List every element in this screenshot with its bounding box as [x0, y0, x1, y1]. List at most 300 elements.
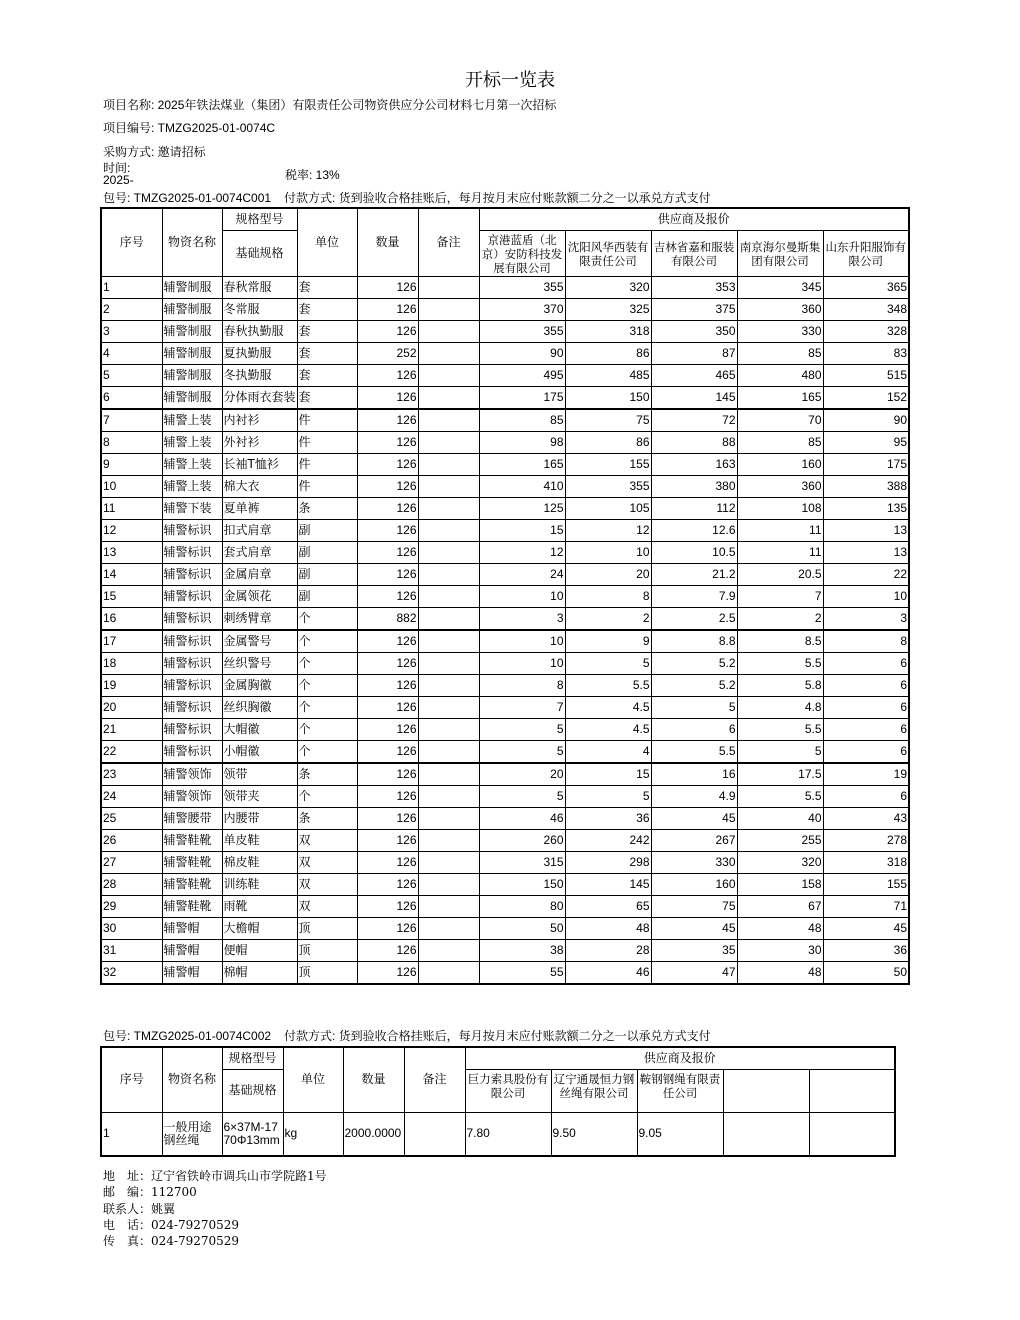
cell-note: [418, 519, 479, 541]
cell-price: 2.5: [651, 607, 737, 630]
cell-name: 辅警标识: [162, 541, 222, 563]
header-spec-top: 规格型号: [222, 208, 297, 230]
cell-price: 72: [651, 409, 737, 432]
cell-price: 15: [479, 519, 565, 541]
cell-spec: 棉皮鞋: [222, 851, 297, 873]
header-spec-bottom: 基础规格: [222, 1069, 283, 1112]
table-row: [101, 1112, 895, 1156]
cell-price: 8: [565, 585, 651, 607]
cell-name: 辅警制服: [162, 320, 222, 342]
cell-price: 10: [479, 630, 565, 653]
package-label: 包号: TMZG2025-01-0074C002: [103, 1029, 272, 1043]
cell-note: [418, 386, 479, 409]
cell-price: 6: [823, 674, 909, 696]
cell-name: 辅警领饰: [162, 785, 222, 807]
cell-price: 21.2: [651, 563, 737, 585]
table-row: [101, 607, 909, 630]
page-title: 开标一览表: [465, 70, 555, 91]
cell-price: 355: [565, 475, 651, 497]
cell-price: 45: [823, 917, 909, 939]
cell-unit: 双: [297, 895, 357, 917]
cell-price: 328: [823, 320, 909, 342]
cell-price: 35: [651, 939, 737, 961]
cell-qty: 126: [357, 276, 418, 298]
cell-price: 4.9: [651, 785, 737, 807]
cell-note: [418, 807, 479, 829]
cell-qty: 126: [357, 630, 418, 653]
table-row: [101, 475, 909, 497]
cell-name: 辅警上装: [162, 453, 222, 475]
cell-seq: 6: [101, 386, 162, 409]
cell-price: 43: [823, 807, 909, 829]
cell-price: 8.8: [651, 630, 737, 653]
header-spec-top: 规格型号: [222, 1047, 283, 1069]
cell-price: 90: [479, 342, 565, 364]
cell-price: 150: [565, 386, 651, 409]
cell-spec: 丝织警号: [222, 652, 297, 674]
supplier-name: 巨力索具股份有限公司: [465, 1069, 551, 1112]
bid-table-1-body: [101, 276, 909, 984]
cell-price: 318: [565, 320, 651, 342]
cell-spec: 金属肩章: [222, 563, 297, 585]
cell-price: 12.6: [651, 519, 737, 541]
cell-price: 155: [823, 873, 909, 895]
cell-name: 辅警标识: [162, 585, 222, 607]
cell-qty: 126: [357, 873, 418, 895]
cell-price: 5.5: [737, 652, 823, 674]
cell-price: 4: [565, 740, 651, 763]
cell-price: 67: [737, 895, 823, 917]
cell-spec: 春秋常服: [222, 276, 297, 298]
cell-qty: 126: [357, 497, 418, 519]
cell-qty: 126: [357, 696, 418, 718]
cell-spec: 雨靴: [222, 895, 297, 917]
cell-price: 10: [565, 541, 651, 563]
cell-price: 5: [737, 740, 823, 763]
cell-price: 38: [479, 939, 565, 961]
cell-name: 辅警标识: [162, 740, 222, 763]
cell-note: [418, 320, 479, 342]
cell-name: 辅警上装: [162, 475, 222, 497]
cell-seq: 10: [101, 475, 162, 497]
cell-note: [418, 829, 479, 851]
header-name: 物资名称: [162, 208, 222, 276]
supplier-name: [723, 1069, 809, 1112]
cell-price: 15: [565, 763, 651, 786]
cell-unit: kg: [283, 1112, 343, 1156]
cell-price: 20: [479, 763, 565, 786]
cell-price: 2: [565, 607, 651, 630]
cell-price: 47: [651, 961, 737, 984]
cell-seq: 31: [101, 939, 162, 961]
cell-price: 105: [565, 497, 651, 519]
cell-seq: 28: [101, 873, 162, 895]
header-name: 物资名称: [162, 1047, 222, 1112]
cell-price: 315: [479, 851, 565, 873]
cell-name: 辅警制服: [162, 364, 222, 386]
cell-spec: 小帽徽: [222, 740, 297, 763]
table-row: [101, 674, 909, 696]
cell-price: 6: [823, 785, 909, 807]
cell-price: 388: [823, 475, 909, 497]
table-row: [101, 763, 909, 786]
cell-price: 36: [823, 939, 909, 961]
cell-price: 98: [479, 431, 565, 453]
cell-price: 125: [479, 497, 565, 519]
cell-qty: 126: [357, 298, 418, 320]
payment-terms: 付款方式: 货到验收合格挂账后，每月按月末应付账款额二分之一以承兑方式支付: [284, 1029, 711, 1043]
cell-price: 80: [479, 895, 565, 917]
cell-price: 152: [823, 386, 909, 409]
cell-qty: 126: [357, 763, 418, 786]
cell-note: [418, 939, 479, 961]
cell-unit: 副: [297, 585, 357, 607]
cell-price: 360: [737, 475, 823, 497]
cell-seq: 7: [101, 409, 162, 432]
cell-seq: 15: [101, 585, 162, 607]
cell-price: 355: [479, 320, 565, 342]
table-row: [101, 718, 909, 740]
cell-seq: 19: [101, 674, 162, 696]
cell-price: 9: [565, 630, 651, 653]
cell-price: 108: [737, 497, 823, 519]
cell-price: 5: [651, 696, 737, 718]
cell-unit: 个: [297, 630, 357, 653]
bid-table-2: [100, 1046, 896, 1157]
cell-seq: 2: [101, 298, 162, 320]
cell-price: 48: [737, 917, 823, 939]
cell-price: 5.2: [651, 652, 737, 674]
cell-note: [418, 718, 479, 740]
cell-note: [418, 895, 479, 917]
cell-price: [723, 1112, 809, 1156]
cell-seq: 30: [101, 917, 162, 939]
cell-price: 90: [823, 409, 909, 432]
cell-price: 380: [651, 475, 737, 497]
cell-price: 48: [737, 961, 823, 984]
cell-spec: 扣式肩章: [222, 519, 297, 541]
cell-price: 8: [823, 630, 909, 653]
table-row: [101, 431, 909, 453]
cell-unit: 个: [297, 652, 357, 674]
cell-qty: 126: [357, 431, 418, 453]
cell-seq: 5: [101, 364, 162, 386]
cell-price: 40: [737, 807, 823, 829]
cell-unit: 副: [297, 541, 357, 563]
cell-price: 360: [737, 298, 823, 320]
package-header-2: [103, 1027, 711, 1044]
cell-note: [404, 1112, 465, 1156]
cell-price: 55: [479, 961, 565, 984]
cell-price: 320: [737, 851, 823, 873]
cell-qty: 126: [357, 851, 418, 873]
cell-price: 165: [737, 386, 823, 409]
cell-price: 5.5: [565, 674, 651, 696]
cell-note: [418, 342, 479, 364]
cell-unit: 件: [297, 431, 357, 453]
cell-unit: 顶: [297, 917, 357, 939]
cell-unit: 个: [297, 696, 357, 718]
cell-price: 65: [565, 895, 651, 917]
cell-price: 86: [565, 342, 651, 364]
cell-unit: 双: [297, 851, 357, 873]
cell-price: 365: [823, 276, 909, 298]
cell-spec: 长袖T恤衫: [222, 453, 297, 475]
cell-spec: 金属胸徽: [222, 674, 297, 696]
cell-qty: 126: [357, 917, 418, 939]
cell-qty: 126: [357, 320, 418, 342]
header-note: 备注: [418, 208, 479, 276]
cell-unit: 个: [297, 674, 357, 696]
cell-price: 83: [823, 342, 909, 364]
cell-price: 7: [479, 696, 565, 718]
cell-note: [418, 961, 479, 984]
cell-note: [418, 917, 479, 939]
cell-qty: 126: [357, 895, 418, 917]
cell-seq: 22: [101, 740, 162, 763]
cell-note: [418, 563, 479, 585]
cell-price: 28: [565, 939, 651, 961]
project-number: 项目编号: TMZG2025-01-0074C: [103, 121, 276, 135]
cell-price: 353: [651, 276, 737, 298]
cell-name: 辅警帽: [162, 917, 222, 939]
table-row: [101, 298, 909, 320]
cell-price: 6: [823, 718, 909, 740]
cell-unit: 个: [297, 785, 357, 807]
cell-price: 11: [737, 541, 823, 563]
cell-note: [418, 541, 479, 563]
cell-unit: 个: [297, 607, 357, 630]
cell-note: [418, 497, 479, 519]
cell-price: 112: [651, 497, 737, 519]
cell-spec: 棉大衣: [222, 475, 297, 497]
footer-phone: 电 话：024-79270529: [103, 1217, 240, 1232]
footer-contact: [103, 1168, 327, 1249]
cell-note: [418, 298, 479, 320]
supplier-name: 南京海尔曼斯集团有限公司: [737, 230, 823, 276]
supplier-name: 沈阳风华西装有限责任公司: [565, 230, 651, 276]
cell-price: 50: [823, 961, 909, 984]
cell-name: 辅警标识: [162, 718, 222, 740]
cell-name: 辅警制服: [162, 386, 222, 409]
cell-price: 485: [565, 364, 651, 386]
cell-price: 135: [823, 497, 909, 519]
cell-name: 辅警标识: [162, 519, 222, 541]
cell-spec: 内衬衫: [222, 409, 297, 432]
supplier-name: 京港蓝盾（北京）安防科技发展有限公司: [479, 230, 565, 276]
cell-seq: 25: [101, 807, 162, 829]
cell-unit: 双: [297, 829, 357, 851]
cell-note: [418, 696, 479, 718]
cell-price: 7.80: [465, 1112, 551, 1156]
cell-qty: 126: [357, 519, 418, 541]
cell-price: 19: [823, 763, 909, 786]
cell-name: 辅警制服: [162, 342, 222, 364]
cell-note: [418, 409, 479, 432]
cell-price: 350: [651, 320, 737, 342]
cell-price: 7: [737, 585, 823, 607]
cell-name: 辅警下装: [162, 497, 222, 519]
cell-price: 160: [651, 873, 737, 895]
payment-terms: 付款方式: 货到验收合格挂账后，每月按月末应付账款额二分之一以承兑方式支付: [284, 191, 711, 205]
cell-qty: 126: [357, 939, 418, 961]
cell-name: 辅警鞋靴: [162, 851, 222, 873]
cell-name: 辅警领饰: [162, 763, 222, 786]
cell-note: [418, 674, 479, 696]
cell-price: 85: [737, 431, 823, 453]
cell-qty: 2000.0000: [343, 1112, 404, 1156]
cell-unit: 顶: [297, 961, 357, 984]
cell-qty: 252: [357, 342, 418, 364]
cell-spec: 大帽徽: [222, 718, 297, 740]
cell-price: 70: [737, 409, 823, 432]
supplier-name: 吉林省嘉和服装有限公司: [651, 230, 737, 276]
cell-price: 6: [823, 696, 909, 718]
cell-seq: 11: [101, 497, 162, 519]
cell-qty: 126: [357, 475, 418, 497]
tax-rate: 税率: 13%: [285, 168, 340, 182]
supplier-name: 山东升阳服饰有限公司: [823, 230, 909, 276]
cell-unit: 套: [297, 386, 357, 409]
cell-price: 36: [565, 807, 651, 829]
header-seq: 序号: [101, 208, 162, 276]
cell-unit: 件: [297, 453, 357, 475]
cell-spec: 领带夹: [222, 785, 297, 807]
cell-note: [418, 475, 479, 497]
cell-name: 辅警上装: [162, 409, 222, 432]
cell-spec: 分体雨衣套装: [222, 386, 297, 409]
cell-spec: 内腰带: [222, 807, 297, 829]
cell-price: 410: [479, 475, 565, 497]
cell-price: [809, 1112, 895, 1156]
cell-price: 95: [823, 431, 909, 453]
cell-price: 318: [823, 851, 909, 873]
cell-price: 85: [737, 342, 823, 364]
cell-price: 158: [737, 873, 823, 895]
header-qty: 数量: [357, 208, 418, 276]
cell-note: [418, 740, 479, 763]
cell-qty: 126: [357, 961, 418, 984]
cell-price: 87: [651, 342, 737, 364]
cell-qty: 126: [357, 541, 418, 563]
cell-seq: 29: [101, 895, 162, 917]
cell-spec: 便帽: [222, 939, 297, 961]
cell-unit: 副: [297, 519, 357, 541]
bid-table-1: [100, 207, 910, 985]
cell-unit: 条: [297, 807, 357, 829]
cell-unit: 套: [297, 320, 357, 342]
cell-note: [418, 785, 479, 807]
cell-spec: 单皮鞋: [222, 829, 297, 851]
cell-unit: 顶: [297, 939, 357, 961]
cell-price: 10.5: [651, 541, 737, 563]
table-row: [101, 829, 909, 851]
package-header-1: [103, 189, 711, 206]
cell-price: 5: [565, 652, 651, 674]
cell-spec: 冬常服: [222, 298, 297, 320]
table-row: [101, 585, 909, 607]
cell-price: 7.9: [651, 585, 737, 607]
cell-price: 10: [479, 585, 565, 607]
table-row: [101, 276, 909, 298]
project-name: 项目名称: 2025年铁法煤业（集团）有限责任公司物资供应分公司材料七月第一次招标: [103, 98, 557, 112]
cell-price: 46: [565, 961, 651, 984]
cell-price: 3: [479, 607, 565, 630]
cell-price: 75: [565, 409, 651, 432]
table-row: [101, 873, 909, 895]
table-row: [101, 364, 909, 386]
cell-seq: 8: [101, 431, 162, 453]
cell-seq: 32: [101, 961, 162, 984]
cell-name: 辅警标识: [162, 674, 222, 696]
cell-name: 辅警上装: [162, 431, 222, 453]
cell-price: 175: [823, 453, 909, 475]
cell-price: 150: [479, 873, 565, 895]
table-row: [101, 386, 909, 409]
header-seq: 序号: [101, 1047, 162, 1112]
cell-price: 5.8: [737, 674, 823, 696]
cell-price: 6: [823, 652, 909, 674]
cell-name: 辅警标识: [162, 696, 222, 718]
footer-postcode: 邮 编：112700: [103, 1185, 197, 1200]
cell-spec: 夏单裤: [222, 497, 297, 519]
table-row: [101, 895, 909, 917]
cell-price: 13: [823, 541, 909, 563]
table-row: [101, 696, 909, 718]
cell-seq: 13: [101, 541, 162, 563]
cell-spec: 大檐帽: [222, 917, 297, 939]
cell-note: [418, 453, 479, 475]
cell-spec: 刺绣臂章: [222, 607, 297, 630]
cell-name: 辅警鞋靴: [162, 829, 222, 851]
cell-name: 辅警鞋靴: [162, 873, 222, 895]
cell-price: 163: [651, 453, 737, 475]
cell-price: 48: [565, 917, 651, 939]
cell-name: 辅警制服: [162, 298, 222, 320]
cell-price: 75: [651, 895, 737, 917]
table-row: [101, 851, 909, 873]
cell-price: 20: [565, 563, 651, 585]
cell-price: 4.5: [565, 696, 651, 718]
cell-name: 辅警制服: [162, 276, 222, 298]
cell-price: 155: [565, 453, 651, 475]
cell-unit: 套: [297, 298, 357, 320]
cell-name: 辅警腰带: [162, 807, 222, 829]
cell-price: 5: [479, 718, 565, 740]
cell-price: 9.05: [637, 1112, 723, 1156]
cell-qty: 126: [357, 652, 418, 674]
cell-qty: 126: [357, 718, 418, 740]
cell-name: 一般用途钢丝绳: [162, 1112, 222, 1156]
cell-price: 3: [823, 607, 909, 630]
cell-price: 10: [823, 585, 909, 607]
cell-price: 22: [823, 563, 909, 585]
cell-spec: 冬执勤服: [222, 364, 297, 386]
cell-name: 辅警帽: [162, 961, 222, 984]
cell-price: 16: [651, 763, 737, 786]
cell-price: 4.8: [737, 696, 823, 718]
cell-price: 348: [823, 298, 909, 320]
header-suppliers: 供应商及报价: [479, 208, 909, 230]
cell-price: 12: [479, 541, 565, 563]
cell-unit: 套: [297, 342, 357, 364]
cell-seq: 24: [101, 785, 162, 807]
cell-note: [418, 276, 479, 298]
cell-unit: 副: [297, 563, 357, 585]
table-row: [101, 917, 909, 939]
cell-unit: 个: [297, 718, 357, 740]
header-unit: 单位: [283, 1047, 343, 1112]
